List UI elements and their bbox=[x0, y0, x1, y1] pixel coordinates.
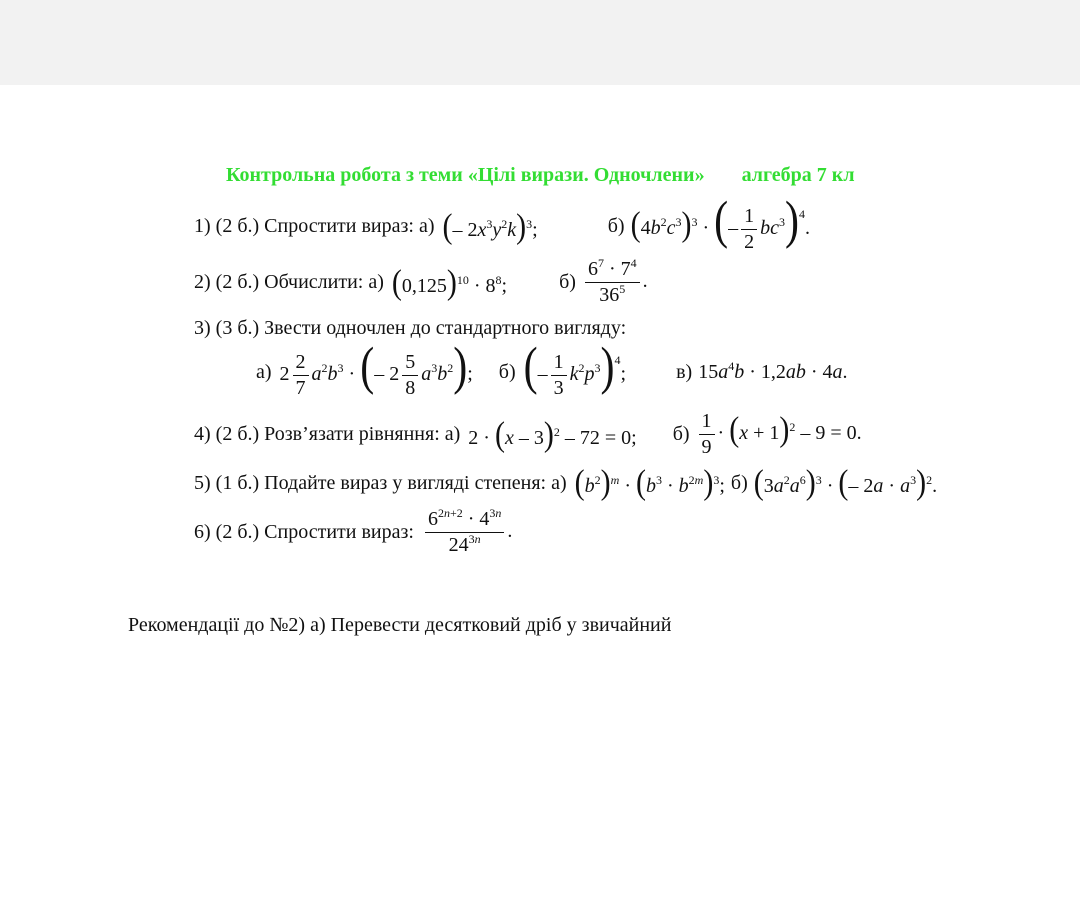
task-6-expression: $\frac{6^{2n+2} \cdot 4^{3n}}{24^{3n}}$ . bbox=[422, 508, 512, 557]
task-5b-label: б) bbox=[730, 471, 748, 494]
title-subject: алгебра 7 кл bbox=[741, 164, 855, 186]
task-1 bbox=[194, 192, 811, 254]
task-6-text: 6) (2 б.) Спростити вираз: bbox=[194, 521, 414, 543]
task-1a-expression: (– $2x^3y^2k)^3$; bbox=[442, 207, 538, 246]
recommendation-note: Рекомендації до №2) а) Перевести десятковий дріб у звичайний bbox=[128, 614, 672, 636]
document-title bbox=[226, 164, 855, 187]
task-2-text: 2) (2 б.) Обчислити: а) bbox=[194, 271, 384, 293]
task-3a-expression: 2 $\frac{2}{7}$ $a^2b^3$ · (– 2 $\frac{5}{8}$ $a^3b^2$); bbox=[279, 338, 473, 399]
task-3c-expression: $15a^4b \cdot 1,2ab \cdot 4a$. bbox=[698, 359, 848, 384]
task-4-text: 4) (2 б.) Розв’язати рівняння: а) bbox=[194, 423, 461, 445]
title-main: Контрольна робота з теми «Цілі вирази. Одночлени» bbox=[226, 164, 705, 186]
task-1-text: 1) (2 б.) Спростити вираз: а) bbox=[194, 215, 435, 238]
task-2b-label: б) bbox=[559, 271, 576, 293]
task-3a-label: а) bbox=[256, 361, 272, 384]
task-3b-expression: (– $\frac{1}{3}$ $k^2p^3)^4$; bbox=[523, 338, 627, 399]
task-5a-expression: $(b^2)^m \cdot (b^3 \cdot b^{2m})^3$; bbox=[574, 463, 725, 502]
task-4a-expression: 2 · (x – 3)$^2$ – 72 = 0; bbox=[468, 414, 637, 453]
task-1b-label: б) bbox=[607, 215, 625, 238]
task-5-text: 5) (1 б.) Подайте вираз у вигляді степеня: а) bbox=[194, 471, 567, 494]
task-2b-expression: $\frac{6^7 \cdot 7^4}{36^5}$ . bbox=[582, 258, 648, 307]
task-2 bbox=[194, 258, 648, 307]
viewer-top-bar bbox=[0, 0, 1080, 85]
task-3b-label: б) bbox=[498, 361, 516, 384]
task-4b-label: б) bbox=[672, 423, 690, 445]
task-1b-expression: $(4b^2c^3)^3$ · (– $\frac{1}{2}$ $bc^3)^4$. bbox=[630, 192, 811, 253]
task-3-text: 3) (3 б.) Звести одночлен до стандартного вигляду: bbox=[194, 317, 627, 339]
task-5 bbox=[194, 463, 938, 502]
task-2a-expression: $(0,125)^{10} \cdot 8^8$; bbox=[391, 262, 508, 301]
task-3 bbox=[194, 317, 626, 340]
task-3c-label: в) bbox=[676, 361, 693, 384]
task-5b-expression: $(3a^2a^6)^3$ · (– $2a \cdot a^3)^2$. bbox=[753, 463, 938, 502]
task-6 bbox=[194, 508, 512, 557]
task-4 bbox=[194, 410, 862, 459]
task-4b-expression: $\frac{1}{9}$ · $(x + 1)^2 - 9 = 0$. bbox=[696, 410, 862, 459]
task-3-items bbox=[256, 338, 848, 400]
